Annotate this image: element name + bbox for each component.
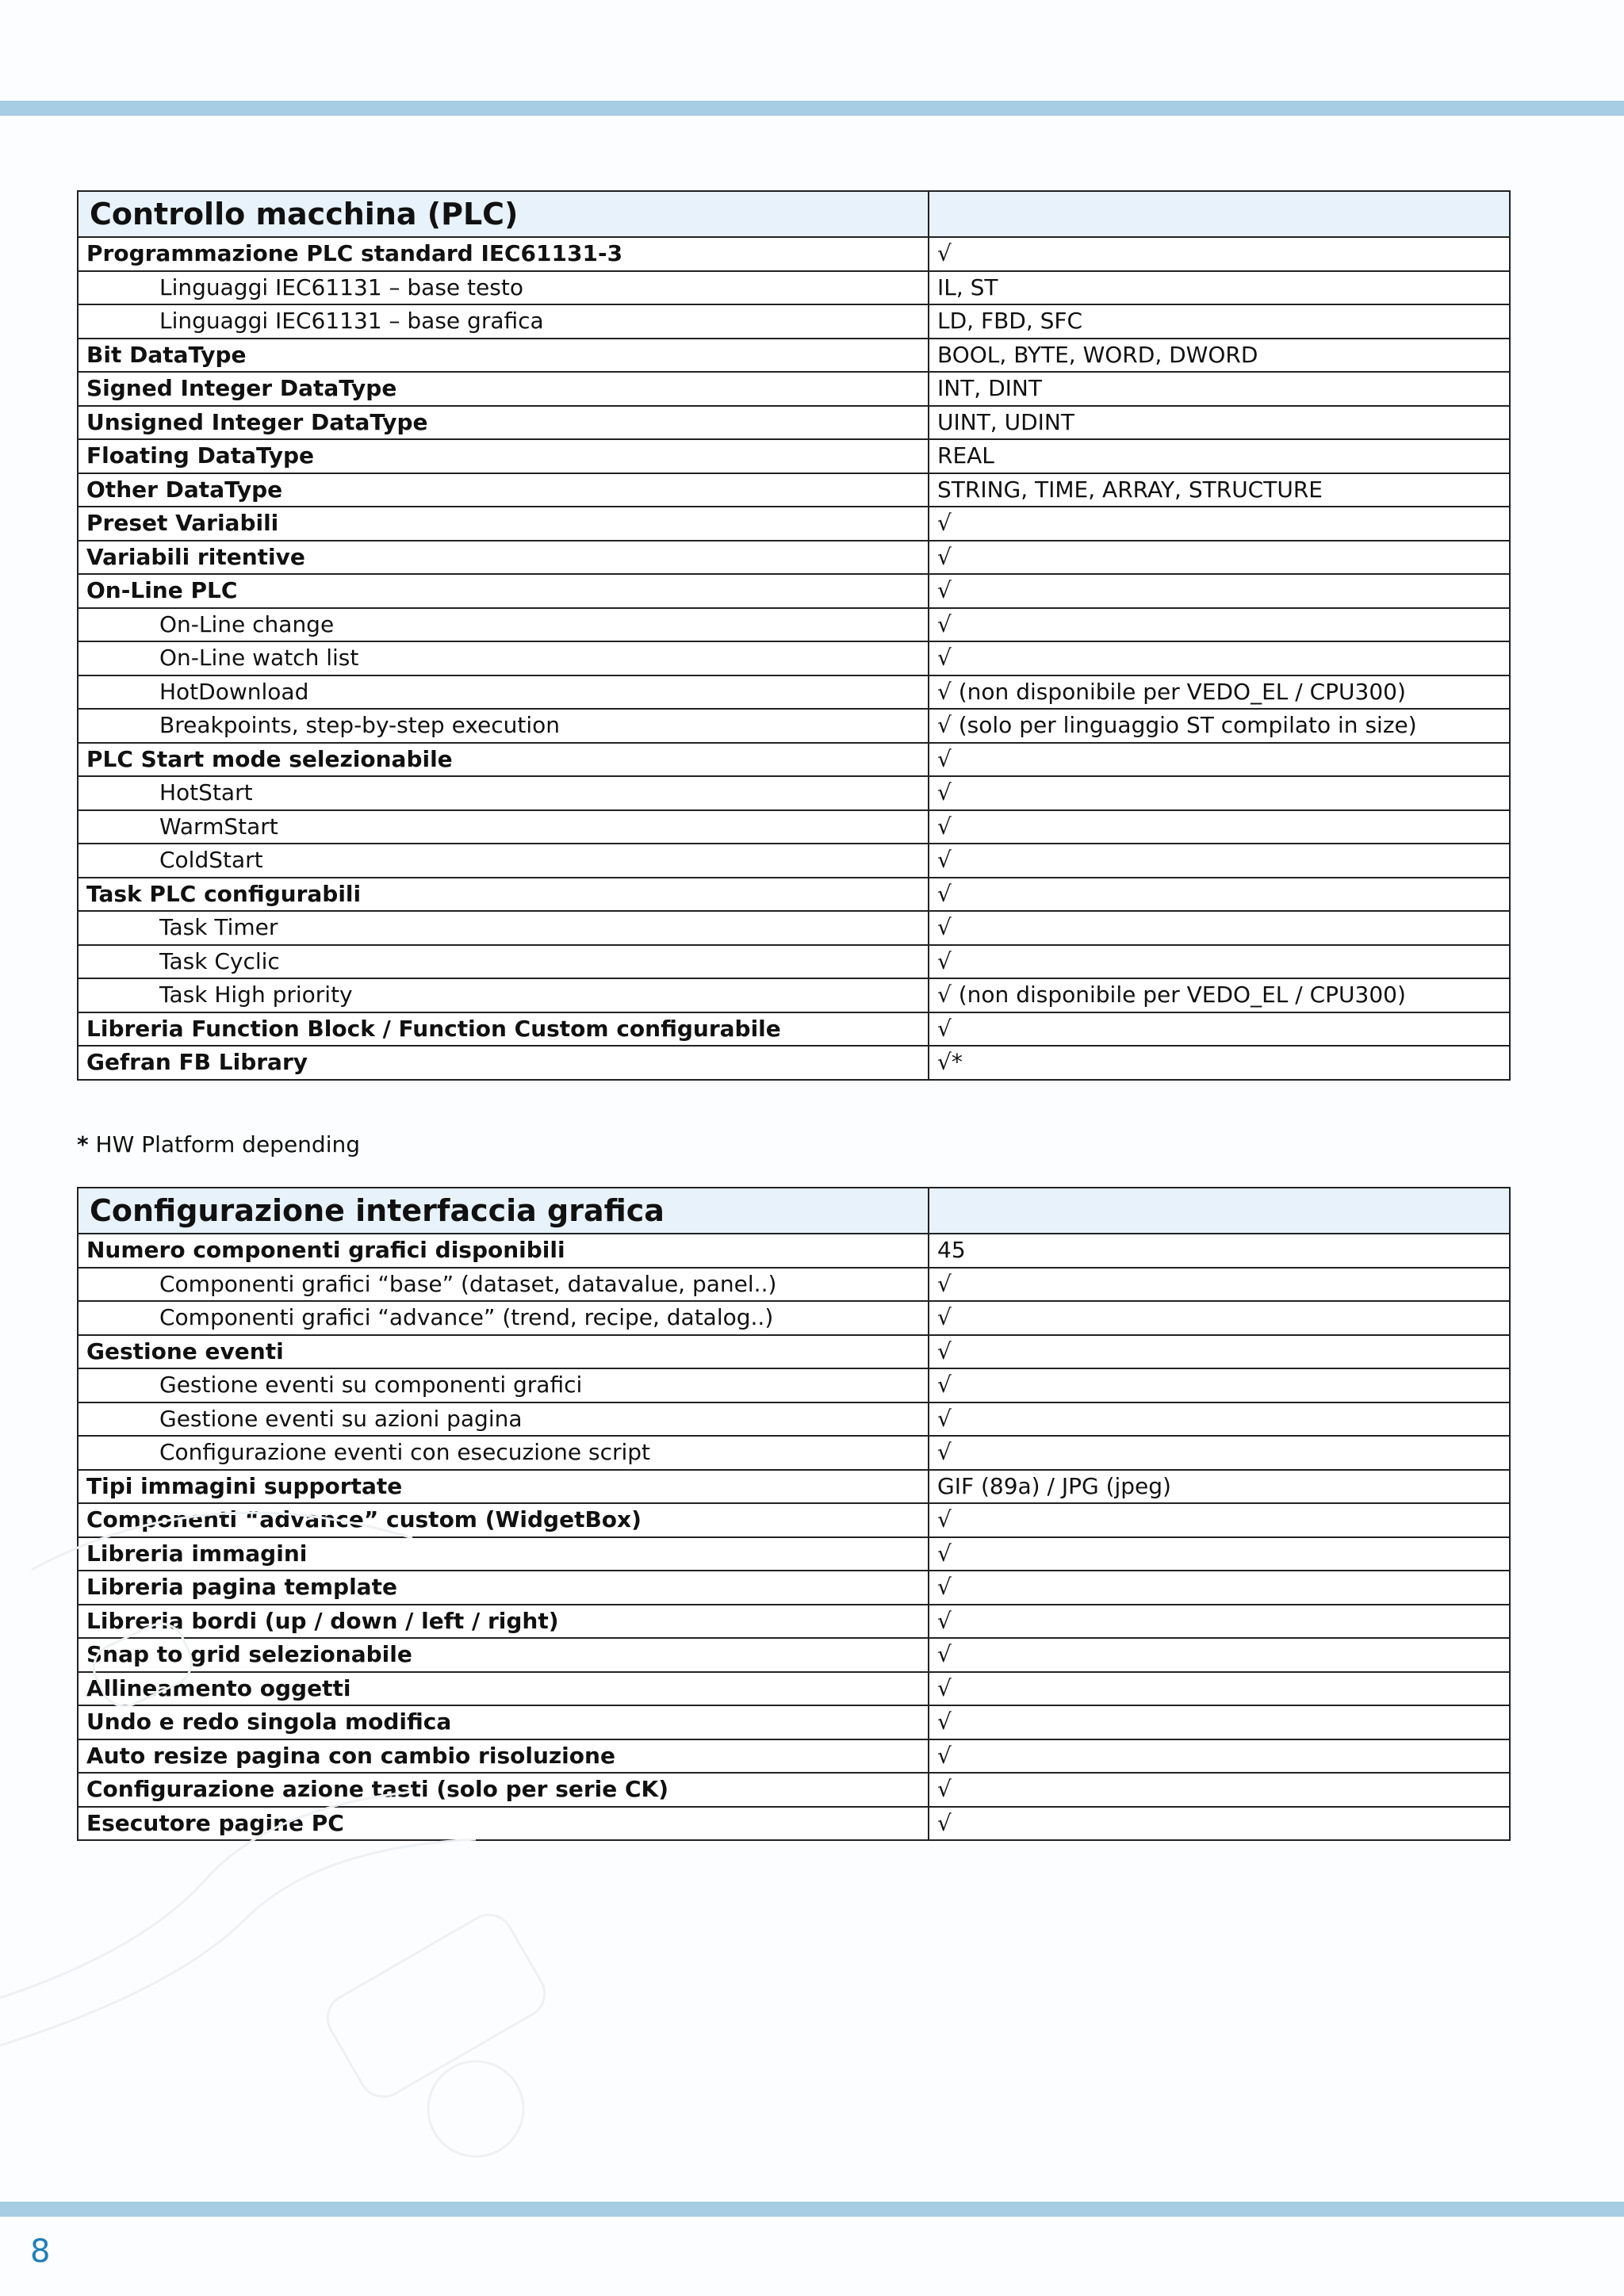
sub-feature-cell: Task High priority (78, 978, 929, 1012)
table-row (78, 911, 1510, 945)
table-row (78, 1012, 1510, 1047)
feature-cell: Other DataType (78, 473, 929, 507)
value-cell: √ (929, 1638, 1510, 1672)
feature-cell: Gestione eventi (78, 1335, 929, 1369)
feature-cell: Libreria pagina template (78, 1571, 929, 1605)
value-cell: REAL (929, 439, 1510, 473)
sub-feature-cell: Linguaggi IEC61131 – base testo (78, 271, 929, 305)
table-row (78, 339, 1510, 373)
value-cell: IL, ST (929, 271, 1510, 305)
value-cell: √ (929, 1807, 1510, 1841)
value-cell: √ (929, 1705, 1510, 1739)
feature-cell: Libreria Function Block / Function Custom configurabile (78, 1012, 929, 1047)
value-cell: √ (929, 608, 1510, 642)
top-accent-band (0, 101, 1624, 116)
table-row (78, 709, 1510, 743)
value-cell: GIF (89a) / JPG (jpeg) (929, 1470, 1510, 1504)
table-row (78, 1301, 1510, 1335)
value-cell: √ (929, 574, 1510, 608)
table-header-row (78, 191, 1510, 237)
value-cell: √ (929, 1402, 1510, 1437)
table-row (78, 1046, 1510, 1080)
sub-feature-cell: Componenti grafici “base” (dataset, datavalue, panel..) (78, 1268, 929, 1302)
feature-cell: Variabili ritentive (78, 541, 929, 575)
table-row (78, 878, 1510, 912)
value-cell: √ (929, 1571, 1510, 1605)
value-cell: √ (929, 541, 1510, 575)
value-cell: √ (solo per linguaggio ST compilato in size) (929, 709, 1510, 743)
value-cell: STRING, TIME, ARRAY, STRUCTURE (929, 473, 1510, 507)
footnote-text: HW Platform depending (88, 1131, 360, 1158)
value-cell: √ (929, 1773, 1510, 1807)
table-row (78, 608, 1510, 642)
table-row (78, 1268, 1510, 1302)
sub-feature-cell: Task Cyclic (78, 945, 929, 979)
table-row (78, 1470, 1510, 1504)
value-cell: √ (929, 1301, 1510, 1335)
feature-cell: Preset Variabili (78, 507, 929, 541)
feature-cell: Task PLC configurabili (78, 878, 929, 912)
table-row (78, 372, 1510, 406)
value-cell: √ (929, 844, 1510, 878)
feature-cell: Allineamento oggetti (78, 1672, 929, 1706)
footnote-mark: * (77, 1131, 89, 1158)
feature-cell: Libreria bordi (up / down / left / right) (78, 1605, 929, 1639)
value-cell: √ (929, 1672, 1510, 1706)
feature-cell: Auto resize pagina con cambio risoluzione (78, 1739, 929, 1774)
table-row (78, 810, 1510, 844)
feature-cell: Gefran FB Library (78, 1046, 929, 1080)
background-watermark-graphic (0, 1506, 714, 2204)
feature-cell: Programmazione PLC standard IEC61131-3 (78, 237, 929, 271)
footnote (77, 1131, 360, 1158)
plc-table-title: Controllo macchina (PLC) (78, 191, 929, 237)
table-row (78, 507, 1510, 541)
table-header-row (78, 1188, 1510, 1234)
value-cell: √ (non disponibile per VEDO_EL / CPU300) (929, 978, 1510, 1012)
table-row (78, 237, 1510, 271)
feature-cell: Esecutore pagine PC (78, 1807, 929, 1841)
value-cell: √ (929, 1268, 1510, 1302)
value-cell: 45 (929, 1234, 1510, 1268)
sub-feature-cell: Componenti grafici “advance” (trend, recipe, datalog..) (78, 1301, 929, 1335)
feature-cell: Undo e redo singola modifica (78, 1705, 929, 1739)
value-cell: √ (929, 776, 1510, 810)
gui-table-title: Configurazione interfaccia grafica (78, 1188, 929, 1234)
table-row (78, 574, 1510, 608)
table-row (78, 945, 1510, 979)
sub-feature-cell: Linguaggi IEC61131 – base grafica (78, 304, 929, 339)
feature-cell: On-Line PLC (78, 574, 929, 608)
table-row (78, 1234, 1510, 1268)
table-row (78, 641, 1510, 675)
table-row (78, 743, 1510, 777)
table-row (78, 776, 1510, 810)
page-number: 8 (30, 2233, 51, 2270)
table-row (78, 271, 1510, 305)
value-cell: √ (929, 743, 1510, 777)
sub-feature-cell: HotStart (78, 776, 929, 810)
feature-cell: Libreria immagini (78, 1537, 929, 1571)
sub-feature-cell: On-Line change (78, 608, 929, 642)
value-cell: √* (929, 1046, 1510, 1080)
feature-cell: Bit DataType (78, 339, 929, 373)
table-row (78, 439, 1510, 473)
value-cell: √ (929, 1012, 1510, 1047)
sub-feature-cell: On-Line watch list (78, 641, 929, 675)
value-cell: √ (929, 1368, 1510, 1402)
value-cell: √ (929, 641, 1510, 675)
value-cell: √ (929, 911, 1510, 945)
sub-feature-cell: Gestione eventi su componenti grafici (78, 1368, 929, 1402)
value-cell: √ (929, 237, 1510, 271)
sub-feature-cell: HotDownload (78, 675, 929, 710)
feature-cell: PLC Start mode selezionabile (78, 743, 929, 777)
table-row (78, 304, 1510, 339)
value-cell: √ (929, 1537, 1510, 1571)
table-row (78, 1335, 1510, 1369)
table-row (78, 541, 1510, 575)
table-row (78, 406, 1510, 440)
header-empty-cell (929, 191, 1510, 237)
table-row (78, 675, 1510, 710)
header-empty-cell (929, 1188, 1510, 1234)
value-cell: UINT, UDINT (929, 406, 1510, 440)
feature-cell: Numero componenti grafici disponibili (78, 1234, 929, 1268)
value-cell: √ (929, 945, 1510, 979)
value-cell: √ (non disponibile per VEDO_EL / CPU300) (929, 675, 1510, 710)
feature-cell: Componenti “advance” custom (WidgetBox) (78, 1503, 929, 1537)
sub-feature-cell: Task Timer (78, 911, 929, 945)
table-row (78, 1436, 1510, 1470)
feature-cell: Snap to grid selezionabile (78, 1638, 929, 1672)
value-cell: BOOL, BYTE, WORD, DWORD (929, 339, 1510, 373)
feature-cell: Configurazione azione tasti (solo per serie CK) (78, 1773, 929, 1807)
sub-feature-cell: Gestione eventi su azioni pagina (78, 1402, 929, 1437)
table-row (78, 1368, 1510, 1402)
value-cell: √ (929, 1503, 1510, 1537)
value-cell: √ (929, 1605, 1510, 1639)
value-cell: √ (929, 1739, 1510, 1774)
table-row (78, 1402, 1510, 1437)
table-row (78, 473, 1510, 507)
table-row (78, 978, 1510, 1012)
value-cell: √ (929, 507, 1510, 541)
sub-feature-cell: Breakpoints, step-by-step execution (78, 709, 929, 743)
value-cell: √ (929, 1335, 1510, 1369)
bottom-accent-band (0, 2202, 1624, 2217)
value-cell: √ (929, 1436, 1510, 1470)
table-row (78, 844, 1510, 878)
value-cell: LD, FBD, SFC (929, 304, 1510, 339)
value-cell: INT, DINT (929, 372, 1510, 406)
plc-spec-table (77, 190, 1511, 1081)
sub-feature-cell: ColdStart (78, 844, 929, 878)
sub-feature-cell: Configurazione eventi con esecuzione script (78, 1436, 929, 1470)
value-cell: √ (929, 878, 1510, 912)
feature-cell: Unsigned Integer DataType (78, 406, 929, 440)
sub-feature-cell: WarmStart (78, 810, 929, 844)
value-cell: √ (929, 810, 1510, 844)
feature-cell: Signed Integer DataType (78, 372, 929, 406)
feature-cell: Floating DataType (78, 439, 929, 473)
feature-cell: Tipi immagini supportate (78, 1470, 929, 1504)
